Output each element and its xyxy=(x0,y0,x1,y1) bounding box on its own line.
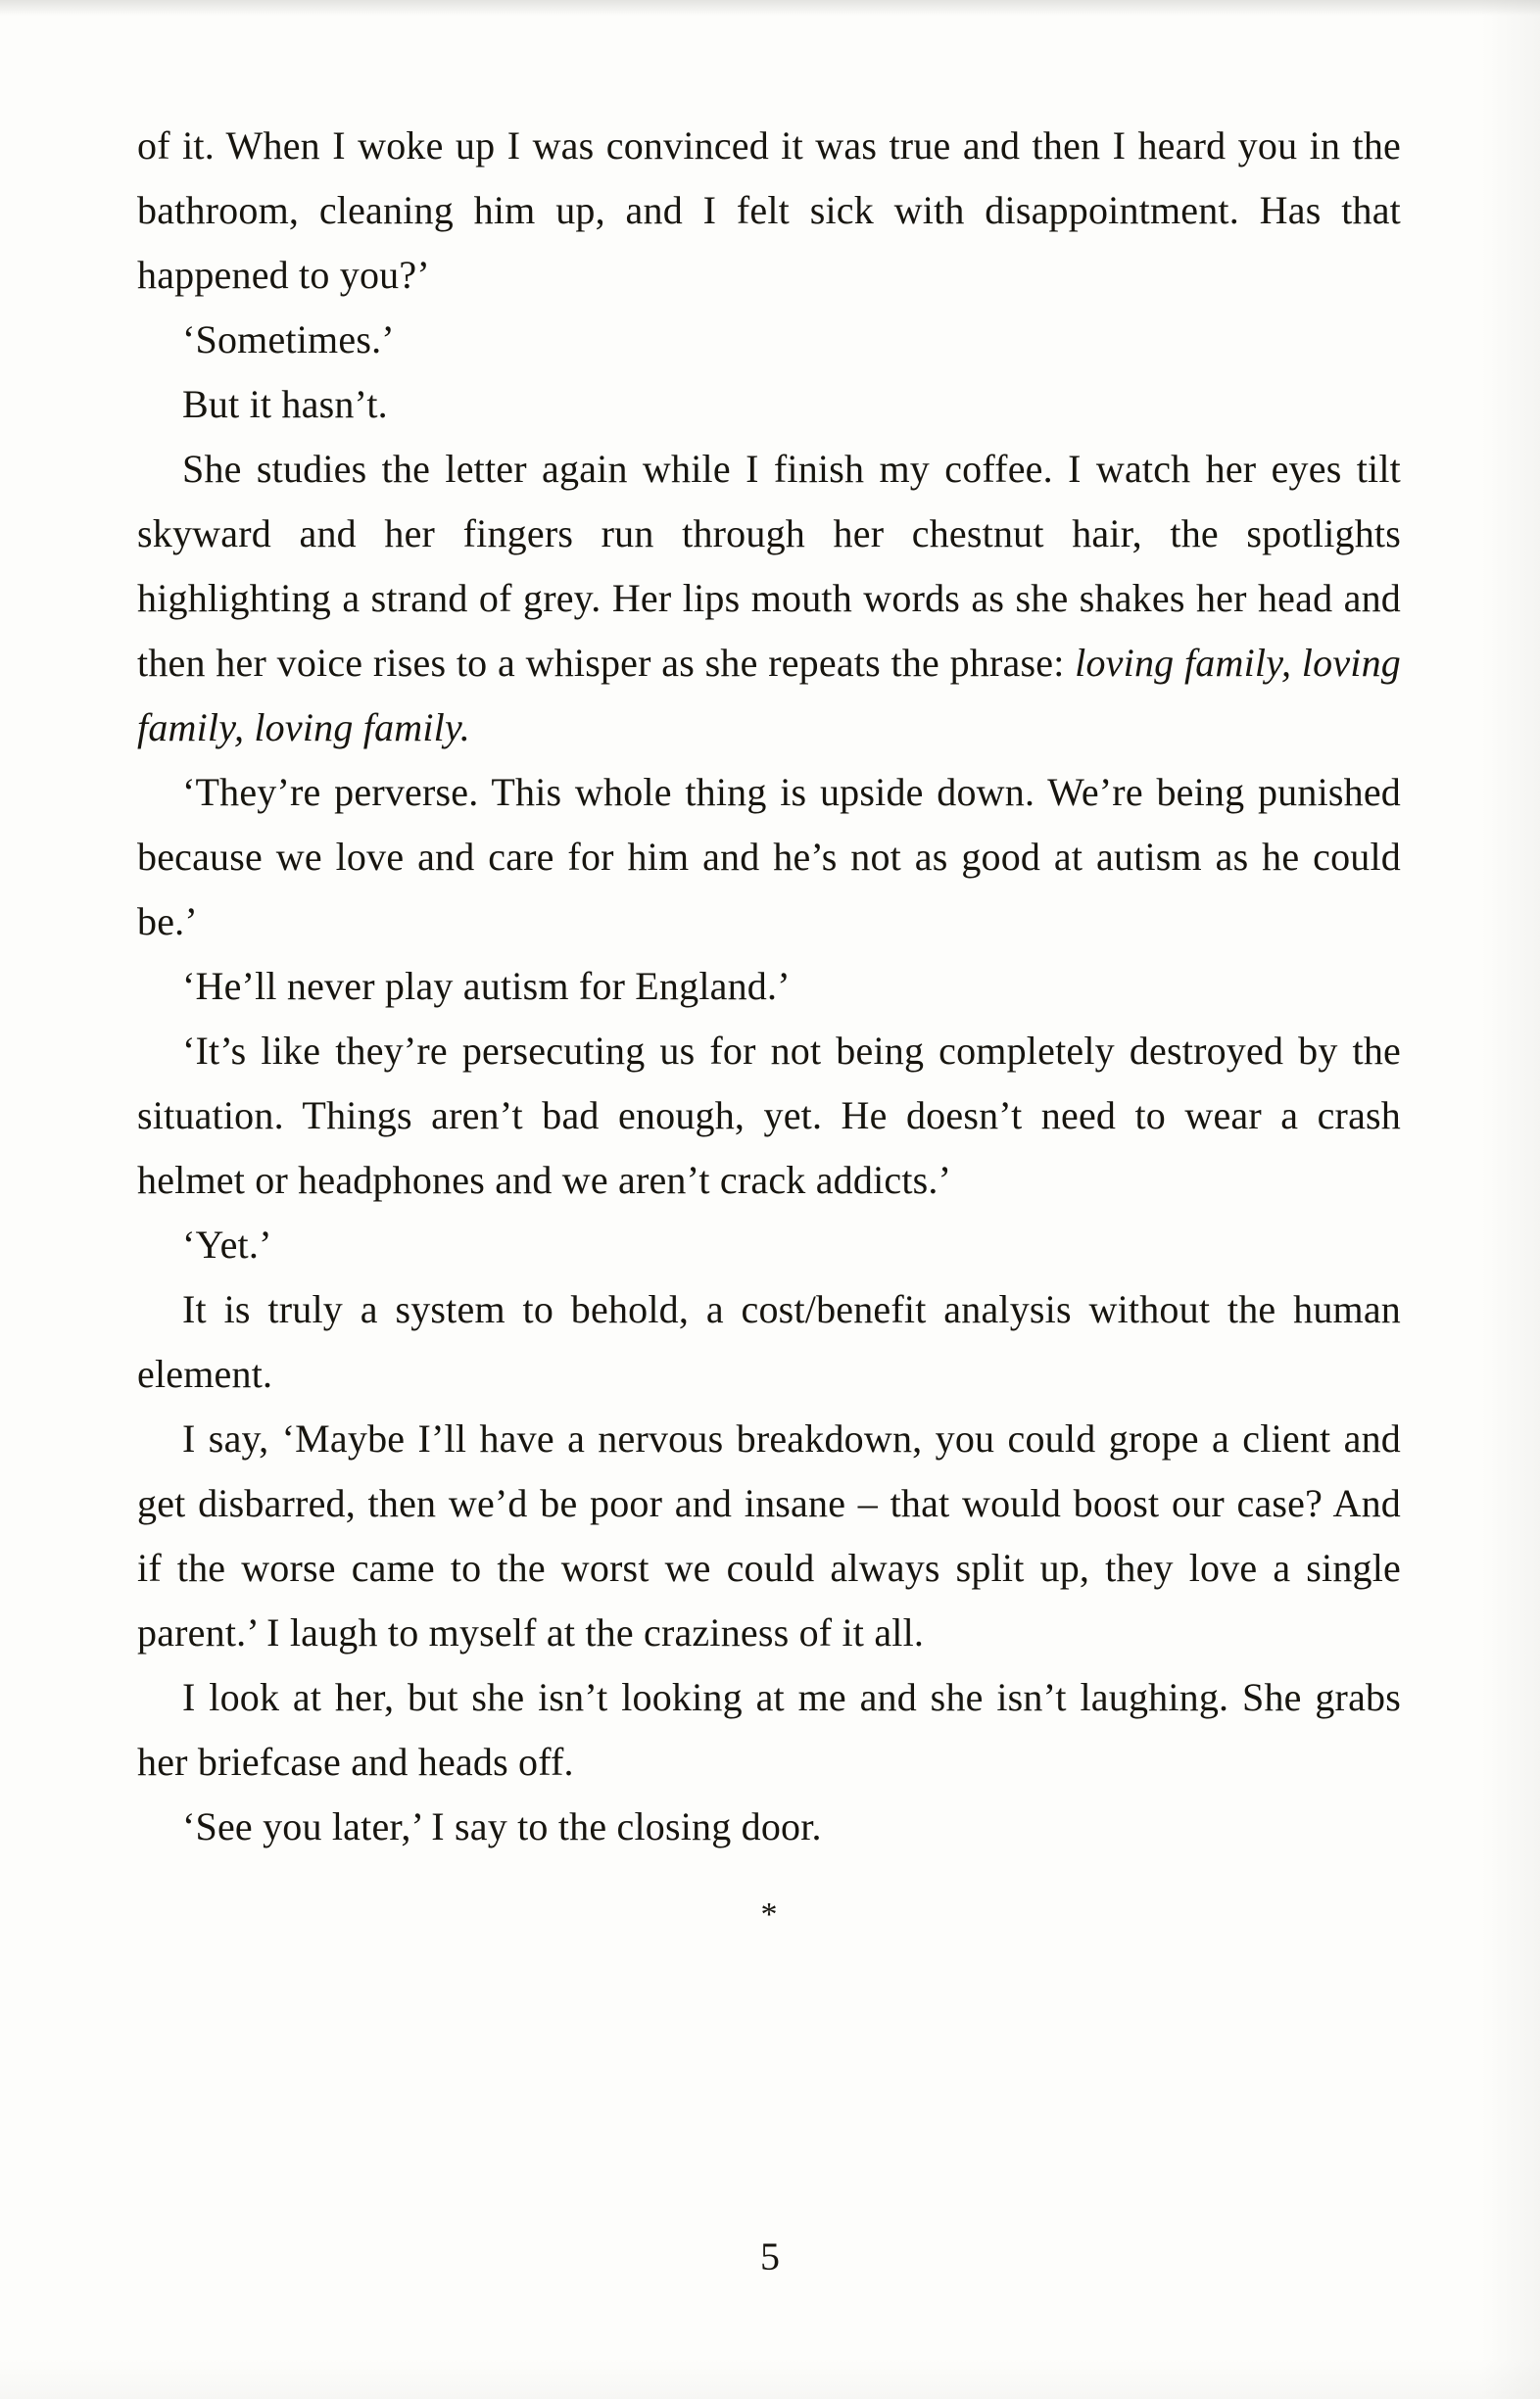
body-text: ‘Sometimes.’ xyxy=(182,317,395,361)
text-block xyxy=(137,114,1401,1859)
page-number: 5 xyxy=(760,2234,780,2279)
section-break-asterisk: * xyxy=(760,1896,778,1933)
paragraph xyxy=(137,760,1401,954)
body-text: of it. When I woke up I was convinced it was true and then I heard you in the bathroom, cleaning him up, and I felt sick with disappointment. Has that happened to you?’ xyxy=(137,123,1401,297)
body-text: But it hasn’t. xyxy=(182,382,388,426)
paragraph xyxy=(137,1213,1401,1277)
paragraph xyxy=(137,1019,1401,1213)
body-text: I say, ‘Maybe I’ll have a nervous breakdown, you could grope a client and get disbarred, then we’d be poor and insane – that would boost our case? And if the worse came to the worst we could always split up, they love a single parent.’ I laugh to myself at the craziness of it all. xyxy=(137,1416,1401,1655)
body-text: ‘See you later,’ I say to the closing door. xyxy=(182,1804,822,1848)
body-text: It is truly a system to behold, a cost/benefit analysis without the human element. xyxy=(137,1287,1401,1396)
paragraph xyxy=(137,437,1401,760)
paragraph xyxy=(137,372,1401,437)
body-text: ‘They’re perverse. This whole thing is upside down. We’re being punished because we love and care for him and he’s not as good at autism as he could be.’ xyxy=(137,770,1401,943)
body-text: She studies the letter again while I finish my coffee. I watch her eyes tilt skyward and her fingers run through her chestnut hair, the spotlights highlighting a strand of grey. Her lips mouth words as she shakes her head and then her voice rises to a whisper as she repeats the phrase: xyxy=(137,447,1401,685)
paragraph xyxy=(137,308,1401,372)
body-text: ‘Yet.’ xyxy=(182,1223,272,1267)
italic-text: loving family, loving family, loving family. xyxy=(137,641,1401,749)
paragraph xyxy=(137,1795,1401,1859)
paragraph xyxy=(137,954,1401,1019)
paragraph xyxy=(137,1665,1401,1795)
body-text: I look at her, but she isn’t looking at me and she isn’t laughing. She grabs her briefcase and heads off. xyxy=(137,1675,1401,1784)
body-text: ‘He’ll never play autism for England.’ xyxy=(182,964,791,1008)
paragraph xyxy=(137,1407,1401,1665)
paragraph xyxy=(137,114,1401,308)
paragraph xyxy=(137,1277,1401,1407)
body-text: ‘It’s like they’re persecuting us for not being completely destroyed by the situation. Things aren’t bad enough, yet. He doesn’t need to wear a crash helmet or headphones and we aren’t crack addicts.’ xyxy=(137,1029,1401,1202)
